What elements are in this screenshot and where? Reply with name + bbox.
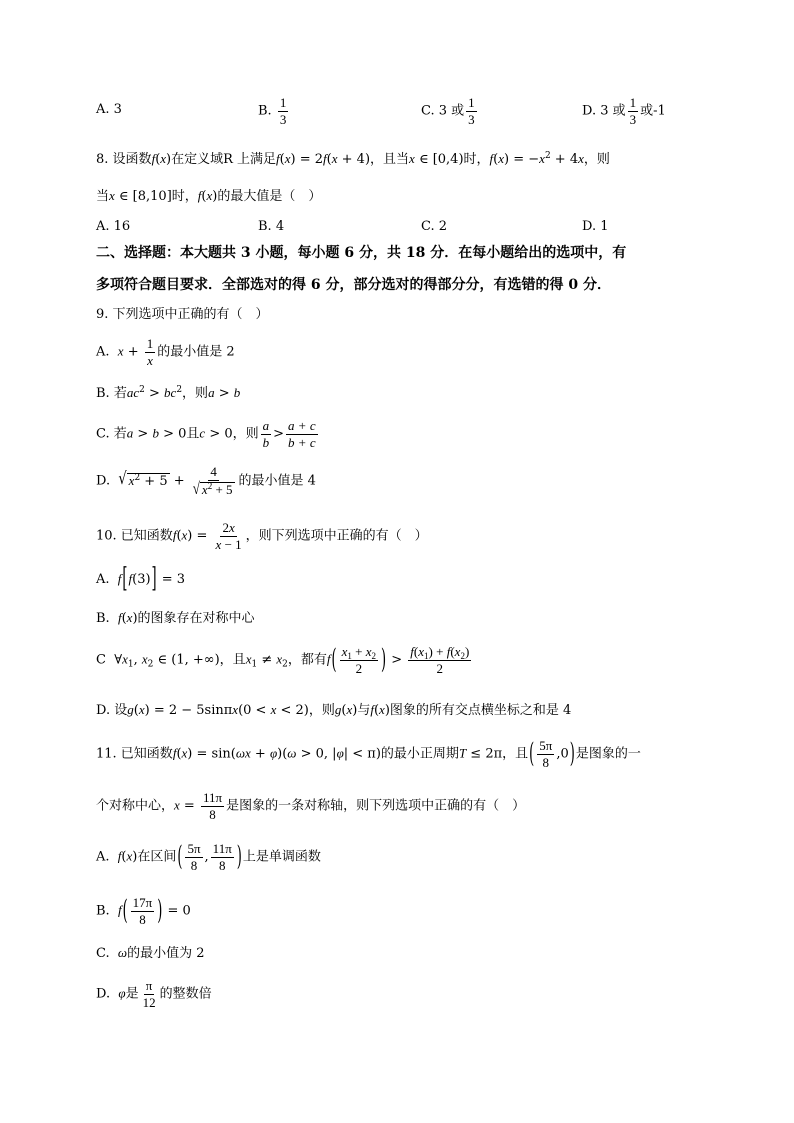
q11-option-c: C. ω的最小值为 2 bbox=[96, 945, 205, 961]
q9-stem: 9. 下列选项中正确的有（ ） bbox=[96, 307, 269, 322]
q10-option-a: A. f[f(3)] = 3 bbox=[96, 563, 186, 596]
q8-option-d: D. 1 bbox=[582, 219, 609, 234]
q7-option-c: C. 3 或 $\frac{1}{3}$ bbox=[421, 95, 475, 127]
q7-option-a: A. 3 bbox=[96, 102, 122, 117]
q11-stem-line2: 个对称中心，x = $\frac{11\pi}{8}$ 是图象的一条对称轴，则下列选项中正确的有（ ） bbox=[96, 790, 526, 822]
q8-stem-line1: 8. 设函数f(x)在定义域R 上满足f(x) = 2f(x + 4)，且当x ∈ [0,4)时，$f(x) = -x^2 + 4x$，则 bbox=[96, 151, 610, 167]
q11-stem-line1: 11. 已知函数f(x) = sin(ωx + φ)(ω > 0, |φ| < π)的最小正周期T ≤ 2π，且( $\frac{5\pi}{8}$ ,0)是图象的一 bbox=[96, 738, 641, 770]
q9-option-d: D. √ $x^2 + 5$ + 4 √ $x^2 + 5$ 的最小值是 4 bbox=[96, 464, 316, 499]
q9-option-b: B. 若$ac^2 > bc^2$，则a > b bbox=[96, 385, 241, 401]
q11-option-a: A. f(x)在区间( $\frac{5\pi}{8}$ , $\frac{11\pi}{8}$ )上是单调函数 bbox=[96, 841, 321, 873]
q8-option-c: C. 2 bbox=[421, 219, 448, 234]
q9-option-c: C. 若a > b > 0且c > 0，则 $\frac{a}{b}$ > $\frac{a + c}{b + c}$ bbox=[96, 418, 316, 450]
q8-option-a: A. 16 bbox=[96, 219, 131, 234]
q10-stem: 10. 已知函数f(x) = $\frac{2x}{x - 1}$ ，则下列选项中正确的有（ ） bbox=[96, 520, 428, 552]
q10-option-b: B. f(x)的图象存在对称中心 bbox=[96, 610, 255, 626]
q8-option-b: B. 4 bbox=[258, 219, 285, 234]
section-heading-line1: 二、选择题：本大题共 3 小题，每小题 6 分，共 18 分．在每小题给出的选项中，有 bbox=[96, 245, 627, 261]
section-heading-line2: 多项符合题目要求．全部选对的得 6 分，部分选对的得部分分，有选错的得 0 分． bbox=[96, 277, 611, 293]
q10-option-c: C $\forall x_1$, $x_2$ ∈ (1, +∞)，且$x_1 \ne x_2$，都有f( $\frac{x_1 + x_2}{2}$ ) > $\frac{f(x_1) + f(x_2)}{2}$ bbox=[96, 644, 470, 676]
q10-option-d: D. 设g(x) = 2 − 5sinπx(0 < x < 2)，则g(x)与f(x)图象的所有交点横坐标之和是 4 bbox=[96, 702, 572, 718]
q11-option-b: B. f( $\frac{17\pi}{8}$ ) = 0 bbox=[96, 895, 191, 927]
q9-option-a: A. x + $\frac{1}{x}$ 的最小值是 2 bbox=[96, 336, 235, 368]
q7-option-b: B. $\frac{1}{3}$ bbox=[258, 95, 287, 127]
q8-stem-line2: 当x ∈ [8,10]时，f(x)的最大值是（ ） bbox=[96, 188, 322, 204]
q7-option-d: D. 3 或 $\frac{1}{3}$ 或-1 bbox=[582, 95, 666, 127]
q11-option-d: D. φ是 $\frac{\pi}{12}$ 的整数倍 bbox=[96, 978, 212, 1010]
